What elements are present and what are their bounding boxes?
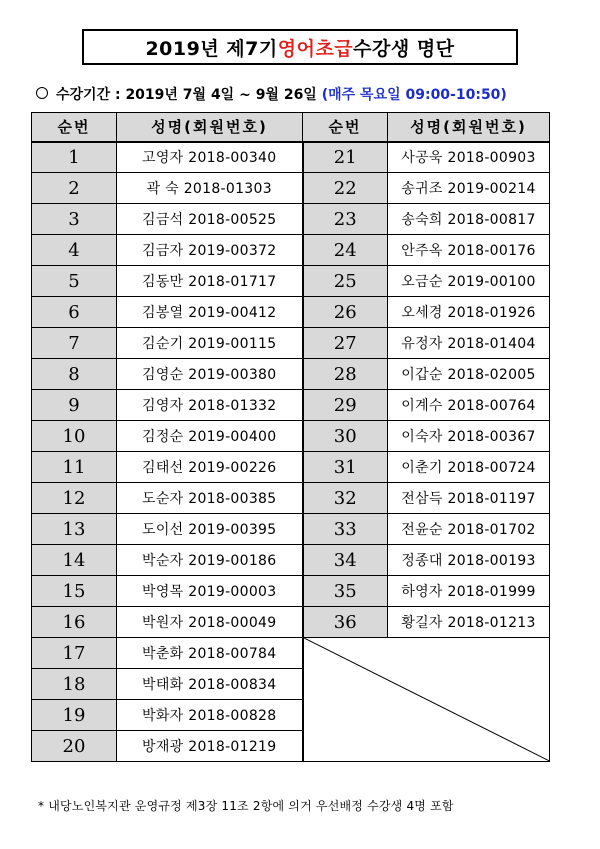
student-number: 8 (32, 359, 117, 390)
student-name-id: 박영목 2019-00003 (117, 576, 303, 607)
student-number: 33 (303, 514, 388, 545)
student-name-id: 이갑순 2018-02005 (388, 359, 550, 390)
page-title (82, 29, 518, 65)
student-roster-table (31, 112, 550, 762)
student-number: 1 (32, 142, 117, 173)
period-schedule: (매주 목요일 09:00-10:50) (321, 87, 507, 103)
header-num: 순번 (303, 113, 388, 142)
student-number: 23 (303, 204, 388, 235)
period-label: 수강기간 : 2019년 7월 4일 ~ 9월 26일 (56, 87, 322, 103)
student-name-id: 곽 숙 2018-01303 (117, 173, 303, 204)
student-number: 27 (303, 328, 388, 359)
table-row (32, 297, 550, 328)
student-number: 25 (303, 266, 388, 297)
table-row (32, 359, 550, 390)
student-number: 22 (303, 173, 388, 204)
student-name-id: 김금석 2018-00525 (117, 204, 303, 235)
table-row (32, 576, 550, 607)
table-row (32, 483, 550, 514)
table-row (32, 638, 550, 669)
student-number: 17 (32, 638, 117, 669)
header-name: 성명(회원번호) (388, 113, 550, 142)
student-name-id: 송숙희 2018-00817 (388, 204, 550, 235)
student-number: 18 (32, 669, 117, 700)
footnote: * 내당노인복지관 운영규정 제3장 11조 2항에 의거 우선배정 수강생 4명 포함 (38, 799, 454, 813)
student-number: 9 (32, 390, 117, 421)
student-number: 14 (32, 545, 117, 576)
student-name-id: 안주옥 2018-00176 (388, 235, 550, 266)
student-name-id: 방재광 2018-01219 (117, 731, 303, 762)
header-num: 순번 (32, 113, 117, 142)
table-row (32, 607, 550, 638)
table-row (32, 514, 550, 545)
circle-bullet-icon (36, 87, 48, 99)
table-row (32, 452, 550, 483)
student-number: 35 (303, 576, 388, 607)
student-number: 28 (303, 359, 388, 390)
student-name-id: 황길자 2018-01213 (388, 607, 550, 638)
table-row (32, 328, 550, 359)
student-name-id: 박원자 2018-00049 (117, 607, 303, 638)
student-number: 34 (303, 545, 388, 576)
table-row (32, 173, 550, 204)
student-name-id: 이춘기 2018-00724 (388, 452, 550, 483)
table-row (32, 390, 550, 421)
empty-cell-diagonal (303, 638, 550, 762)
student-name-id: 이계수 2018-00764 (388, 390, 550, 421)
student-name-id: 김정순 2019-00400 (117, 421, 303, 452)
student-name-id: 정종대 2018-00193 (388, 545, 550, 576)
student-number: 21 (303, 142, 388, 173)
title-suffix: 수강생 명단 (353, 37, 455, 60)
student-number: 26 (303, 297, 388, 328)
student-number: 13 (32, 514, 117, 545)
student-name-id: 전삼득 2018-01197 (388, 483, 550, 514)
student-number: 32 (303, 483, 388, 514)
title-prefix: 2019년 제7기 (145, 37, 278, 60)
table-row (32, 421, 550, 452)
student-name-id: 김동만 2018-01717 (117, 266, 303, 297)
student-number: 7 (32, 328, 117, 359)
student-name-id: 김영자 2018-01332 (117, 390, 303, 421)
course-period (36, 84, 507, 104)
student-number: 4 (32, 235, 117, 266)
student-name-id: 박화자 2018-00828 (117, 700, 303, 731)
student-name-id: 박순자 2019-00186 (117, 545, 303, 576)
student-number: 15 (32, 576, 117, 607)
student-number: 5 (32, 266, 117, 297)
student-name-id: 박태화 2018-00834 (117, 669, 303, 700)
student-number: 16 (32, 607, 117, 638)
student-name-id: 전윤순 2018-01702 (388, 514, 550, 545)
table-header-row (32, 113, 550, 142)
student-number: 6 (32, 297, 117, 328)
student-name-id: 김영순 2019-00380 (117, 359, 303, 390)
student-name-id: 하영자 2018-01999 (388, 576, 550, 607)
student-number: 12 (32, 483, 117, 514)
student-number: 20 (32, 731, 117, 762)
title-course-name: 영어초급 (277, 37, 354, 60)
student-name-id: 사공욱 2018-00903 (388, 142, 550, 173)
student-number: 24 (303, 235, 388, 266)
student-number: 31 (303, 452, 388, 483)
table-row (32, 266, 550, 297)
student-number: 19 (32, 700, 117, 731)
student-number: 29 (303, 390, 388, 421)
table-row (32, 204, 550, 235)
student-name-id: 도이선 2019-00395 (117, 514, 303, 545)
student-number: 30 (303, 421, 388, 452)
student-name-id: 오금순 2019-00100 (388, 266, 550, 297)
student-name-id: 도순자 2018-00385 (117, 483, 303, 514)
student-number: 3 (32, 204, 117, 235)
header-name: 성명(회원번호) (117, 113, 303, 142)
table-row (32, 545, 550, 576)
student-name-id: 김태선 2019-00226 (117, 452, 303, 483)
student-name-id: 송귀조 2019-00214 (388, 173, 550, 204)
student-name-id: 고영자 2018-00340 (117, 142, 303, 173)
student-name-id: 오세경 2018-01926 (388, 297, 550, 328)
student-number: 11 (32, 452, 117, 483)
student-number: 2 (32, 173, 117, 204)
diagonal-line (304, 638, 550, 761)
student-name-id: 김순기 2019-00115 (117, 328, 303, 359)
student-name-id: 박춘화 2018-00784 (117, 638, 303, 669)
student-name-id: 김금자 2019-00372 (117, 235, 303, 266)
student-name-id: 이숙자 2018-00367 (388, 421, 550, 452)
table-row (32, 235, 550, 266)
student-name-id: 유정자 2018-01404 (388, 328, 550, 359)
student-number: 10 (32, 421, 117, 452)
student-number: 36 (303, 607, 388, 638)
student-name-id: 김봉열 2019-00412 (117, 297, 303, 328)
table-row (32, 142, 550, 173)
